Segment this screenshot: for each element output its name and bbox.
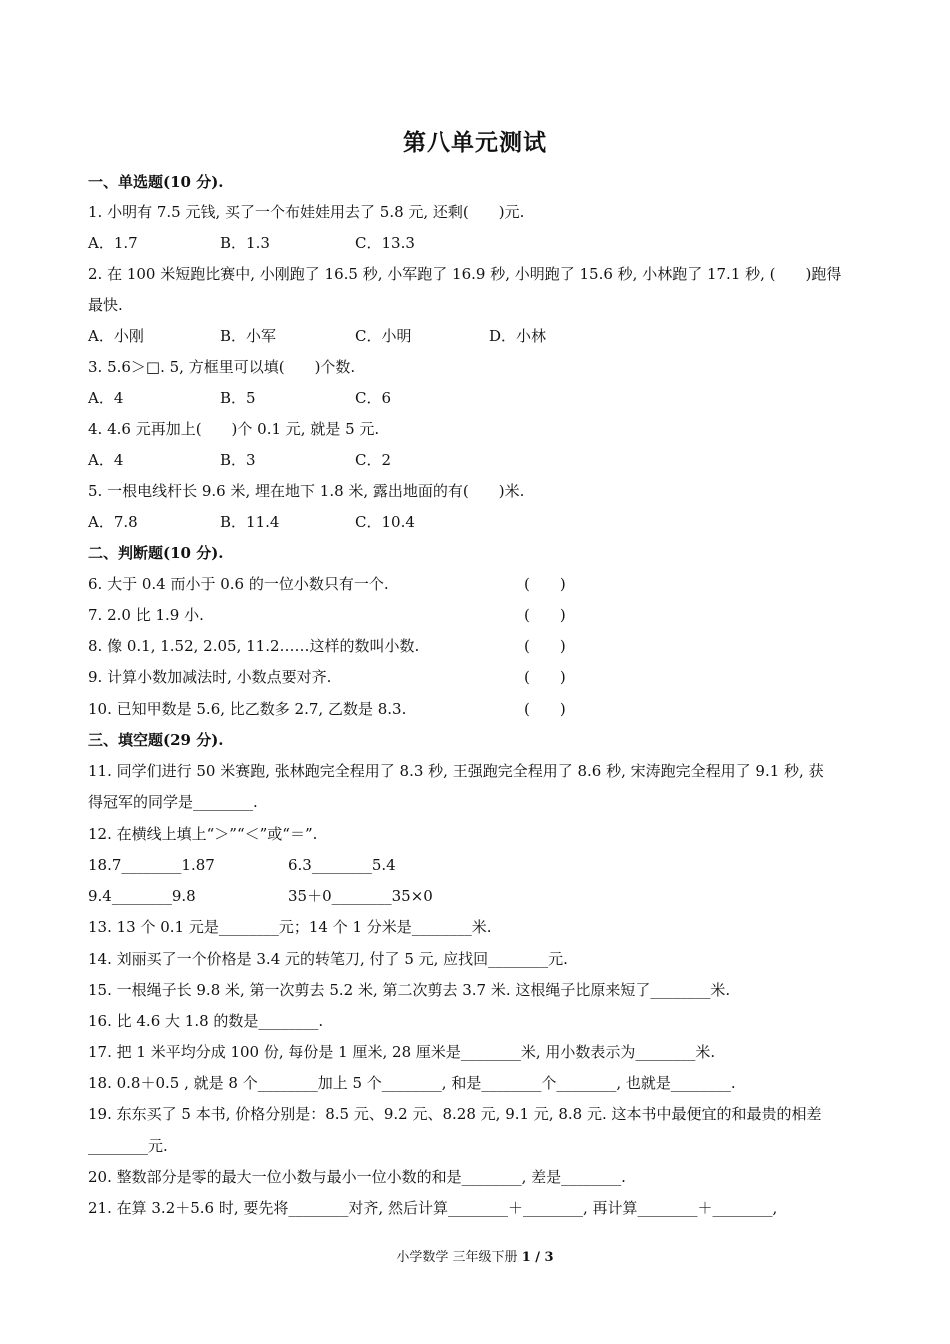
answer-parens-6: ( ) [524, 575, 566, 593]
q1-option-c: C．13.3 [355, 234, 415, 252]
question-17: 17. 把 1 米平均分成 100 份, 每份是 1 厘米, 28 厘米是________米, 用小数表示为________米. [88, 1043, 716, 1061]
q2-option-c: C．小明 [355, 327, 412, 345]
q3-option-a: A．4 [88, 389, 124, 407]
q3-option-c: C．6 [355, 389, 392, 407]
question-4: 4. 4.6 元再加上( )个 0.1 元, 就是 5 元. [88, 420, 380, 438]
q12-item-d: 35＋0________35×0 [288, 887, 433, 905]
question-6: 6. 大于 0.4 而小于 0.6 的一位小数只有一个. [88, 575, 389, 593]
question-19-line-2: ________元. [88, 1137, 168, 1155]
answer-parens-8: ( ) [524, 637, 566, 655]
footer-page-number: 1 / 3 [521, 1250, 554, 1265]
question-2-line-2: 最快. [88, 296, 123, 314]
q4-option-c: C．2 [355, 451, 392, 469]
question-3: 3. 5.6＞□. 5, 方框里可以填( )个数. [88, 358, 356, 376]
q5-option-b: B．11.4 [220, 513, 280, 531]
q4-option-a: A．4 [88, 451, 124, 469]
q5-option-a: A．7.8 [88, 513, 138, 531]
page-title: 第八单元测试 [403, 129, 547, 156]
q2-option-a: A．小刚 [88, 327, 144, 345]
q5-option-c: C．10.4 [355, 513, 415, 531]
question-20: 20. 整数部分是零的最大一位小数与最小一位小数的和是________, 差是________. [88, 1168, 626, 1186]
question-7: 7. 2.0 比 1.9 小. [88, 606, 204, 624]
q2-option-b: B．小军 [220, 327, 277, 345]
question-11-line-1: 11. 同学们进行 50 米赛跑, 张林跑完全程用了 8.3 秒, 王强跑完全程用了 8.6 秒, 宋涛跑完全程用了 9.1 秒, 获 [88, 762, 824, 780]
question-15: 15. 一根绳子长 9.8 米, 第一次剪去 5.2 米, 第二次剪去 3.7 米. 这根绳子比原来短了________米. [88, 981, 731, 999]
section-heading-true-false: 二、判断题(10 分). [88, 544, 224, 562]
question-21: 21. 在算 3.2＋5.6 时, 要先将________对齐, 然后计算________＋________, 再计算________＋________, [88, 1199, 778, 1217]
question-13: 13. 13 个 0.1 元是________元；14 个 1 分米是________米. [88, 918, 492, 936]
question-11-line-2: 得冠军的同学是________. [88, 793, 258, 811]
question-10: 10. 已知甲数是 5.6, 比乙数多 2.7, 乙数是 8.3. [88, 700, 407, 718]
answer-parens-7: ( ) [524, 606, 566, 624]
question-19-line-1: 19. 东东买了 5 本书, 价格分别是：8.5 元、9.2 元、8.28 元, 9.1 元, 8.8 元. 这本书中最便宜的和最贵的相差 [88, 1105, 822, 1123]
q12-item-c: 9.4________9.8 [88, 887, 196, 905]
question-18: 18. 0.8＋0.5 , 就是 8 个________加上 5 个________, 和是________个________, 也就是________. [88, 1074, 736, 1092]
q3-option-b: B．5 [220, 389, 256, 407]
question-5: 5. 一根电线杆长 9.6 米, 埋在地下 1.8 米, 露出地面的有( )米. [88, 482, 525, 500]
section-heading-fill-in: 三、填空题(29 分). [88, 731, 224, 749]
footer-course: 小学数学 三年级下册 [396, 1250, 522, 1265]
page-footer [0, 1246, 950, 1265]
q12-item-a: 18.7________1.87 [88, 856, 215, 874]
question-1: 1. 小明有 7.5 元钱, 买了一个布娃娃用去了 5.8 元, 还剩( )元. [88, 203, 525, 221]
question-16: 16. 比 4.6 大 1.8 的数是________. [88, 1012, 324, 1030]
question-14: 14. 刘丽买了一个价格是 3.4 元的转笔刀, 付了 5 元, 应找回________元. [88, 950, 568, 968]
question-2-line-1: 2. 在 100 米短跑比赛中, 小刚跑了 16.5 秒, 小军跑了 16.9 秒, 小明跑了 15.6 秒, 小林跑了 17.1 秒, ( )跑得 [88, 265, 842, 283]
q1-option-a: A．1.7 [88, 234, 138, 252]
answer-parens-10: ( ) [524, 700, 566, 718]
q2-option-d: D．小林 [489, 327, 547, 345]
q12-item-b: 6.3________5.4 [288, 856, 396, 874]
question-8: 8. 像 0.1, 1.52, 2.05, 11.2……这样的数叫小数. [88, 637, 420, 655]
question-9: 9. 计算小数加减法时, 小数点要对齐. [88, 668, 332, 686]
question-12: 12. 在横线上填上“＞”“＜”或“＝”. [88, 825, 318, 843]
q4-option-b: B．3 [220, 451, 256, 469]
q1-option-b: B．1.3 [220, 234, 270, 252]
answer-parens-9: ( ) [524, 668, 566, 686]
section-heading-single-choice: 一、单选题(10 分). [88, 173, 224, 191]
